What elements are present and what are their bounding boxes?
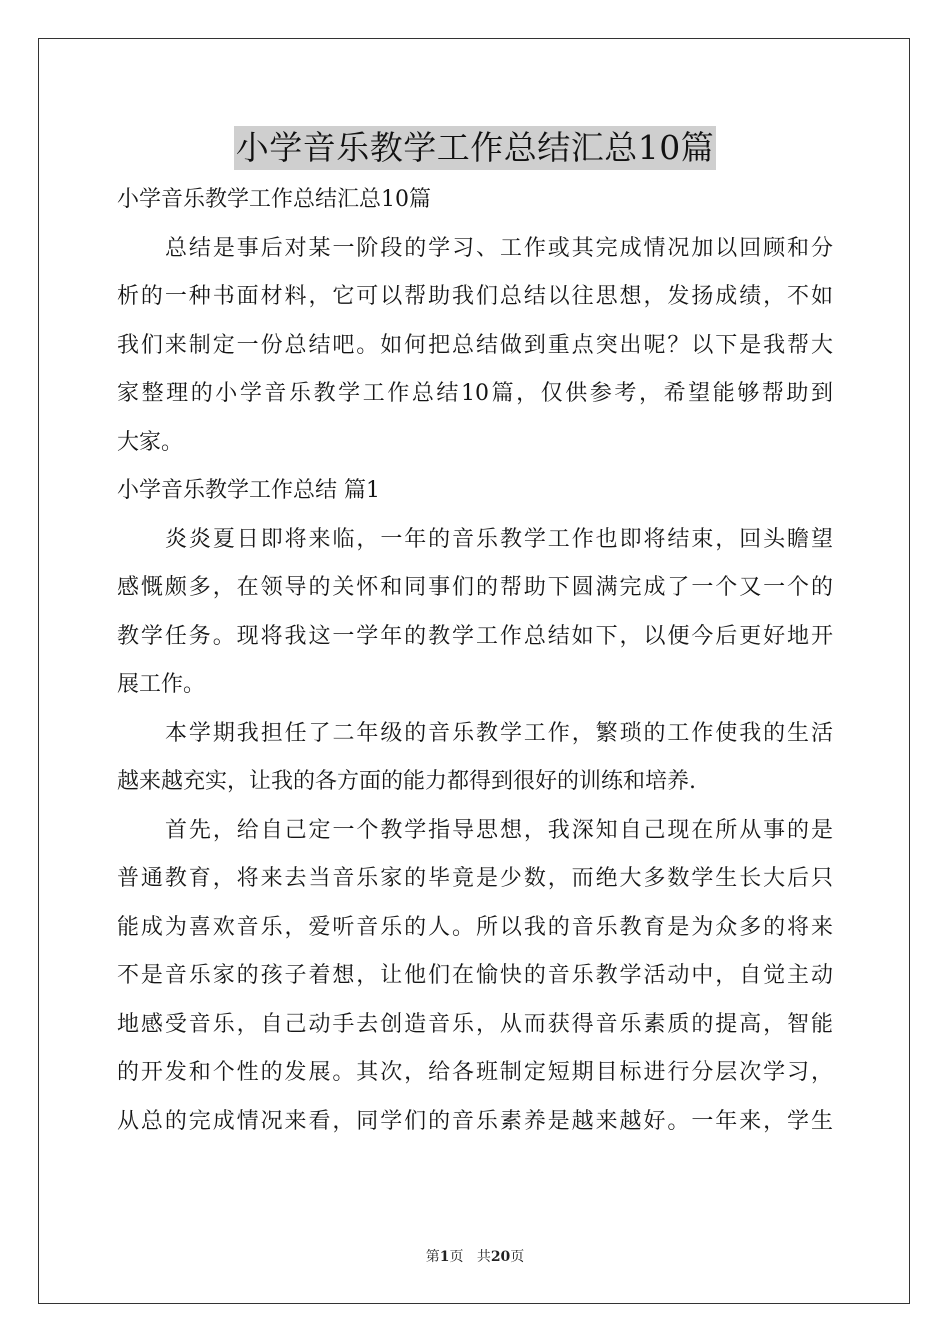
total-suffix: 页 <box>510 1249 525 1265</box>
paragraph-line: 从总的完成情况来看，同学们的音乐素养是越来越好。一年来，学生 <box>117 1108 833 1134</box>
page-prefix: 第 <box>425 1249 440 1265</box>
page-suffix: 页 <box>449 1249 464 1265</box>
paragraph-line: 大家。 <box>117 429 184 455</box>
paragraph-line: 我们来制定一份总结吧。如何把总结做到重点突出呢？以下是我帮大 <box>117 332 833 358</box>
title-wrap <box>0 126 950 170</box>
paragraph-line: 能成为喜欢音乐，爱听音乐的人。所以我的音乐教育是为众多的将来 <box>117 914 833 940</box>
page-number: 1 <box>439 1249 450 1265</box>
paragraph-3 <box>117 807 833 1147</box>
paragraph-line: 炎炎夏日即将来临，一年的音乐教学工作也即将结束，回头瞻望 <box>165 526 833 552</box>
document-title: 小学音乐教学工作总结汇总10篇 <box>234 126 717 170</box>
paragraph-line: 家整理的小学音乐教学工作总结10篇，仅供参考，希望能够帮助到 <box>117 381 833 406</box>
paragraph-line: 教学任务。现将我这一学年的教学工作总结如下，以便今后更好地开 <box>117 623 833 649</box>
paragraph-line: 展工作。 <box>117 672 206 697</box>
paragraph-line: 的开发和个性的发展。其次，给各班制定短期目标进行分层次学习， <box>117 1060 833 1085</box>
section-heading: 小学音乐教学工作总结 篇1 <box>117 478 380 503</box>
page-footer <box>0 1246 950 1266</box>
paragraph-line: 感慨颇多，在领导的关怀和同事们的帮助下圆满完成了一个又一个的 <box>117 575 833 600</box>
paragraph-1 <box>117 516 833 710</box>
intro-paragraph <box>117 225 833 468</box>
paragraph-line: 本学期我担任了二年级的音乐教学工作，繁琐的工作使我的生活 <box>165 720 833 746</box>
paragraph-line: 普通教育，将来去当音乐家的毕竟是少数，而绝大多数学生长大后只 <box>117 866 833 891</box>
paragraph-line: 不是音乐家的孩子着想，让他们在愉快的音乐教学活动中，自觉主动 <box>117 963 833 988</box>
total-prefix: 共 <box>476 1249 491 1265</box>
paragraph-line: 越来越充实，让我的各方面的能力都得到很好的训练和培养. <box>117 769 696 794</box>
paragraph-line: 析的一种书面材料，它可以帮助我们总结以往思想，发扬成绩，不如 <box>117 284 833 309</box>
paragraph-2 <box>117 710 833 807</box>
paragraph-line: 地感受音乐，自己动手去创造音乐，从而获得音乐素质的提高，智能 <box>117 1011 833 1037</box>
document-subtitle: 小学音乐教学工作总结汇总10篇 <box>117 187 431 212</box>
paragraph-line: 首先，给自己定一个教学指导思想，我深知自己现在所从事的是 <box>165 817 833 843</box>
paragraph-line: 总结是事后对某一阶段的学习、工作或其完成情况加以回顾和分 <box>165 235 833 261</box>
total-pages: 20 <box>490 1249 511 1265</box>
document-body <box>117 176 833 1146</box>
